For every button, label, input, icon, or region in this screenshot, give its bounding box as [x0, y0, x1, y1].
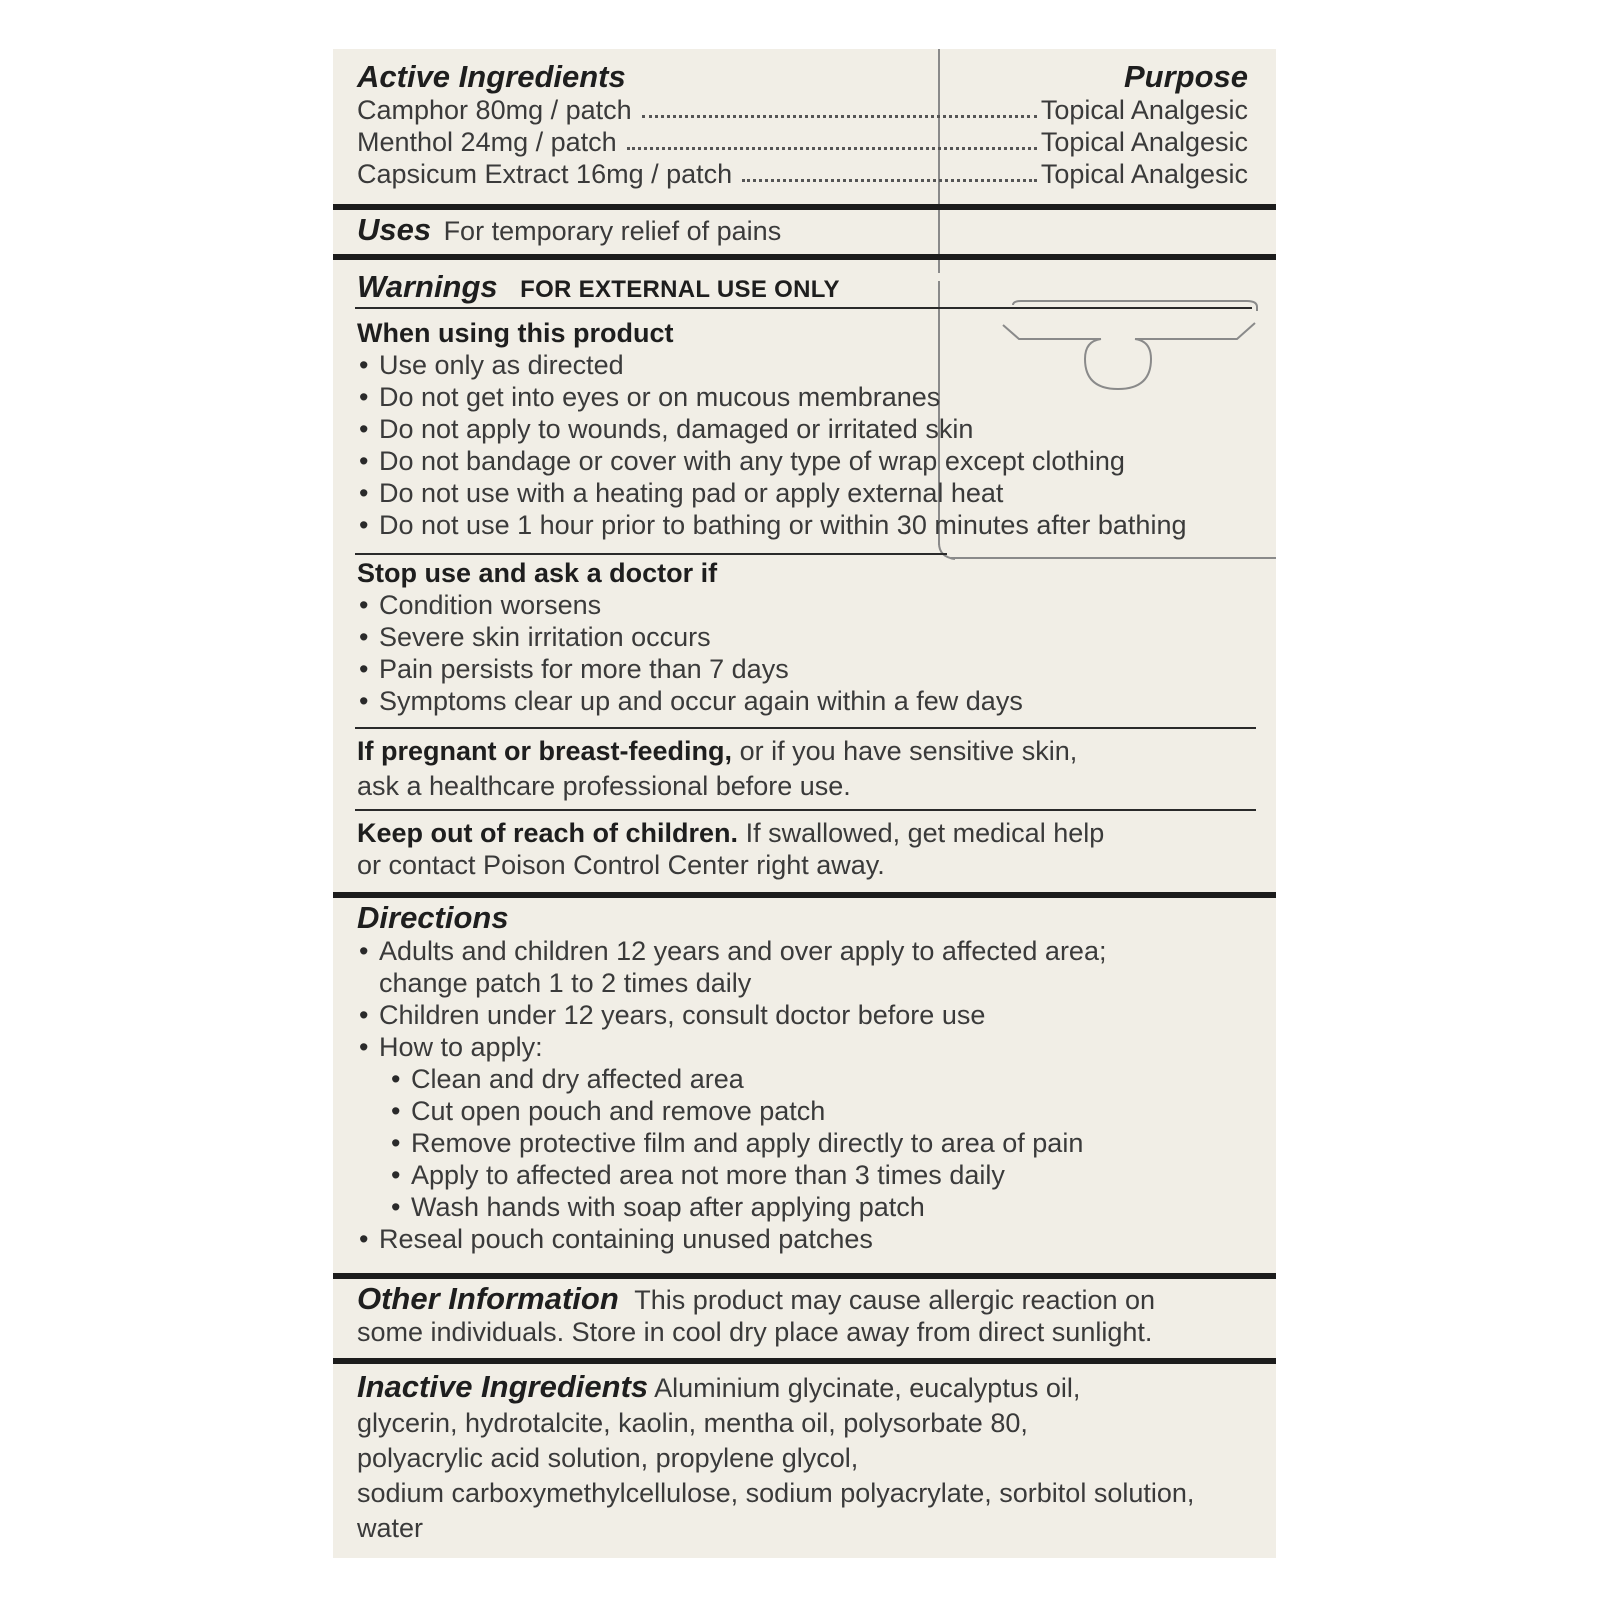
list-item [357, 935, 1256, 999]
list-item: • Severe skin irritation occurs [357, 621, 1256, 653]
leader-dots [742, 179, 1037, 182]
other-info-section [357, 1283, 1256, 1348]
uses-section [357, 212, 1256, 248]
inactive-heading: Inactive Ingredients [357, 1369, 649, 1404]
section-rule [355, 727, 1256, 729]
list-item: • Condition worsens [357, 589, 1256, 621]
list-subitem: • Remove protective film and apply directly to area of pain [389, 1127, 1256, 1159]
inactive-text: Aluminium glycinate, eucalyptus oil, [654, 1373, 1081, 1403]
inactive-line5: water [357, 1513, 424, 1543]
stop-use-heading: Stop use and ask a doctor if [357, 558, 718, 588]
inactive-line1 [357, 1369, 1270, 1406]
list-item: • Do not apply to wounds, damaged or irritated skin [357, 413, 1256, 445]
directions-list [357, 935, 1256, 1255]
list-item: • How to apply: [357, 1031, 1256, 1063]
stop-use-block [357, 557, 1256, 717]
section-divider [333, 1273, 1276, 1279]
leader-dots [627, 147, 1037, 150]
children-block [357, 817, 1256, 881]
list-subitem: • Wash hands with soap after applying patch [389, 1191, 1256, 1223]
warnings-section [357, 269, 1256, 305]
ingredient-row [357, 126, 1248, 158]
ingredient-name: Camphor 80mg / patch [357, 95, 632, 125]
ingredient-name: Menthol 24mg / patch [357, 127, 617, 157]
warnings-rule [355, 307, 1252, 309]
list-item: • Do not get into eyes or on mucous membranes [357, 381, 1256, 413]
section-rule [355, 809, 1256, 811]
pregnant-block [357, 735, 1256, 802]
when-using-block [357, 317, 1256, 541]
list-item: • Symptoms clear up and occur again within a few days [357, 685, 1256, 717]
pregnant-bold: If pregnant or breast-feeding, [357, 736, 733, 766]
ingredient-name: Capsicum Extract 16mg / patch [357, 159, 733, 189]
inactive-line2: glycerin, hydrotalcite, kaolin, mentha oil, polysorbate 80, [357, 1408, 1028, 1438]
stop-use-list [357, 589, 1256, 717]
drug-facts-panel [333, 49, 1276, 1558]
list-item: • Do not bandage or cover with any type of wrap except clothing [357, 445, 1256, 477]
other-info-line1 [357, 1283, 1256, 1316]
when-using-list [357, 349, 1256, 541]
list-item-text: Adults and children 12 years and over apply to affected area; [379, 936, 1107, 966]
other-info-line2: some individuals. Store in cool dry place away from direct sunlight. [357, 1317, 1153, 1347]
uses-text: For temporary relief of pains [443, 216, 782, 246]
leader-dots [642, 115, 1037, 118]
list-item: • Do not use 1 hour prior to bathing or within 30 minutes after bathing [357, 509, 1256, 541]
list-item: • Pain persists for more than 7 days [357, 653, 1256, 685]
uses-heading: Uses [357, 212, 432, 247]
pregnant-line1 [357, 735, 1256, 767]
ingredient-row [357, 94, 1248, 126]
section-rule [355, 553, 947, 555]
directions-heading: Directions [357, 900, 509, 935]
ingredient-purpose: Topical Analgesic [1040, 95, 1248, 125]
ingredient-purpose: Topical Analgesic [1040, 159, 1248, 189]
ingredient-row [357, 158, 1248, 190]
directions-section [357, 901, 1256, 1255]
list-subitem: • Cut open pouch and remove patch [389, 1095, 1256, 1127]
warnings-subheading: FOR EXTERNAL USE ONLY [520, 276, 840, 303]
list-item: • Children under 12 years, consult doctor before use [357, 999, 1256, 1031]
purpose-heading: Purpose [1123, 59, 1248, 94]
other-info-text: This product may cause allergic reaction on [634, 1285, 1156, 1315]
children-text: If swallowed, get medical help [745, 818, 1105, 848]
inactive-line3: polyacrylic acid solution, propylene glycol, [357, 1443, 859, 1473]
list-item: • Reseal pouch containing unused patches [357, 1223, 1256, 1255]
list-item: • Use only as directed [357, 349, 1256, 381]
section-divider [333, 1358, 1276, 1364]
list-item-text: change patch 1 to 2 times daily [379, 968, 752, 998]
when-using-heading: When using this product [357, 318, 674, 348]
section-divider [333, 254, 1276, 260]
list-subitem: • Apply to affected area not more than 3 times daily [389, 1159, 1256, 1191]
list-item: • Do not use with a heating pad or apply external heat [357, 477, 1256, 509]
inactive-line4: sodium carboxymethylcellulose, sodium polyacrylate, sorbitol solution, [357, 1478, 1195, 1508]
section-divider [333, 204, 1276, 210]
inactive-section [357, 1369, 1270, 1546]
pregnant-text: or if you have sensitive skin, [739, 736, 1078, 766]
other-info-heading: Other Information [357, 1281, 619, 1316]
children-bold: Keep out of reach of children. [357, 818, 739, 848]
warnings-heading: Warnings [357, 269, 498, 304]
ingredient-purpose: Topical Analgesic [1040, 127, 1248, 157]
active-ingredients-heading: Active Ingredients [357, 59, 626, 94]
list-subitem: • Clean and dry affected area [389, 1063, 1256, 1095]
section-divider [333, 892, 1276, 898]
children-line2: or contact Poison Control Center right away. [357, 850, 885, 880]
pregnant-line2: ask a healthcare professional before use. [357, 771, 851, 801]
children-line1 [357, 817, 1256, 849]
